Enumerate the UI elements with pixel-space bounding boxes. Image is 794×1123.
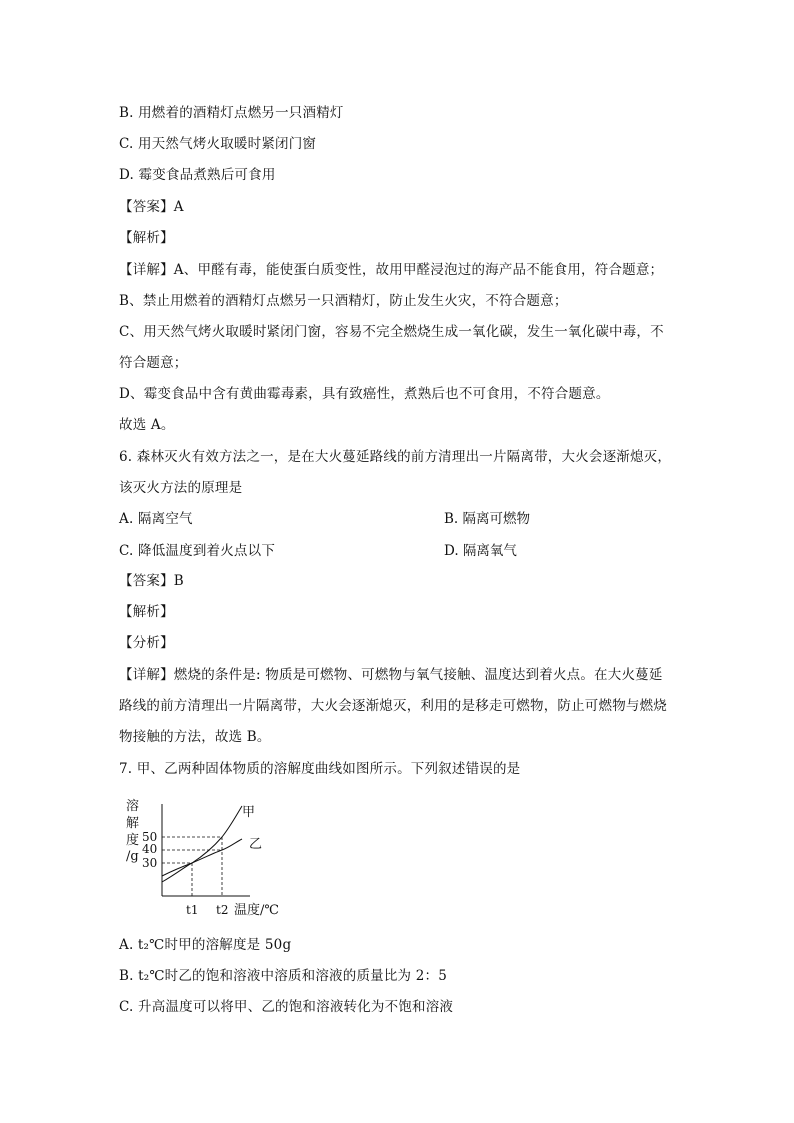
q6-option-c: C. 降低温度到着火点以下 bbox=[119, 543, 276, 559]
ylabel-4: /g bbox=[126, 849, 139, 864]
series-label-yi: 乙 bbox=[249, 837, 263, 852]
ytick-30: 30 bbox=[142, 856, 158, 870]
detail-d: D、霉变食品中含有黄曲霉毒素，具有致癌性，煮熟后也不可食用，不符合题意。 bbox=[119, 386, 610, 402]
xtick-t1: t1 bbox=[186, 903, 199, 917]
question-6-line1: 6. 森林灭火有效方法之一，是在大火蔓延路线的前方清理出一片隔离带，大火会逐渐熄灭， bbox=[119, 449, 672, 465]
series-yi bbox=[162, 839, 242, 876]
ylabel-3: 度 bbox=[126, 833, 140, 848]
q6-option-d: D. 隔离氧气 bbox=[444, 543, 517, 559]
option-b-line: B. 用燃着的酒精灯点燃另一只酒精灯 bbox=[119, 105, 344, 121]
answer-label: 【答案】A bbox=[119, 199, 184, 215]
question-7: 7. 甲、乙两种固体物质的溶解度曲线如图所示。下列叙述错误的是 bbox=[119, 761, 521, 777]
q6-option-a: A. 隔离空气 bbox=[119, 511, 193, 527]
ylabel-2: 解 bbox=[126, 816, 140, 831]
xtick-t2: t2 bbox=[216, 903, 229, 917]
series-label-jia: 甲 bbox=[242, 805, 256, 820]
answer-label-2: 【答案】B bbox=[119, 573, 184, 589]
analysis-label: 【解析】 bbox=[119, 230, 174, 246]
detail-c-cont: 符合题意； bbox=[119, 355, 188, 371]
xlabel: 温度/℃ bbox=[234, 903, 279, 918]
question-6-line2: 该灭火方法的原理是 bbox=[119, 480, 243, 496]
option-d-line: D. 霉变食品煮熟后可食用 bbox=[119, 167, 276, 183]
solubility-chart bbox=[118, 796, 293, 921]
q7-option-b: B. t₂℃时乙的饱和溶液中溶质和溶液的质量比为 2：5 bbox=[119, 968, 448, 984]
detail-6-line3: 物接触的方法，故选 B。 bbox=[119, 729, 271, 745]
detail-a: 【详解】A、甲醛有毒，能使蛋白质变性，故用甲醛浸泡过的海产品不能食用，符合题意； bbox=[119, 262, 664, 278]
ylabel-1: 溶 bbox=[126, 799, 140, 814]
q6-option-b: B. 隔离可燃物 bbox=[444, 511, 531, 527]
q7-option-c: C. 升高温度可以将甲、乙的饱和溶液转化为不饱和溶液 bbox=[119, 999, 454, 1015]
detail-c: C、用天然气烤火取暖时紧闭门窗，容易不完全燃烧生成一氧化碳，发生一氧化碳中毒，不 bbox=[119, 324, 664, 340]
analysis-label-2: 【解析】 bbox=[119, 604, 174, 620]
ytick-50: 50 bbox=[142, 830, 158, 844]
option-c-line: C. 用天然气烤火取暖时紧闭门窗 bbox=[119, 136, 317, 152]
conclusion: 故选 A。 bbox=[119, 417, 175, 433]
fenxi-label: 【分析】 bbox=[119, 635, 174, 651]
detail-6-line2: 路线的前方清理出一片隔离带，大火会逐渐熄灭，利用的是移走可燃物，防止可燃物与燃烧 bbox=[119, 698, 667, 714]
detail-6-line1: 【详解】燃烧的条件是: 物质是可燃物、可燃物与氧气接触、温度达到着火点。在大火蔓延 bbox=[119, 667, 663, 683]
q7-option-a: A. t₂℃时甲的溶解度是 50g bbox=[119, 937, 292, 953]
ytick-40: 40 bbox=[142, 842, 158, 856]
detail-b: B、禁止用燃着的酒精灯点燃另一只酒精灯，防止发生火灾，不符合题意； bbox=[119, 293, 568, 309]
